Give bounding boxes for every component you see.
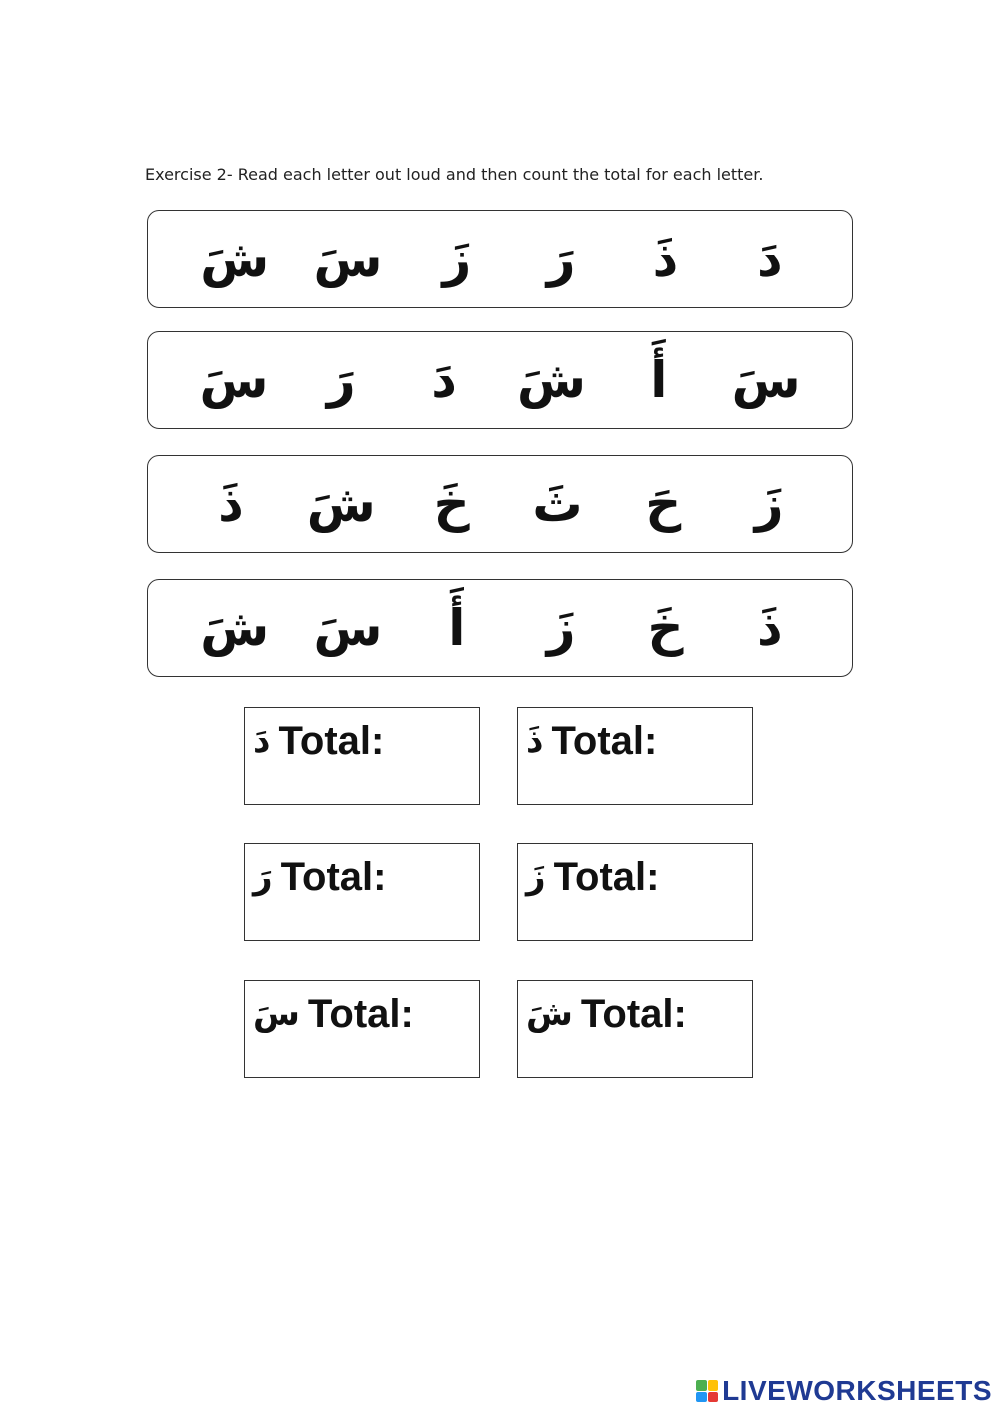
total-box-sin[interactable] [244, 980, 480, 1078]
brand-text: LIVEWORKSHEETS [722, 1375, 992, 1406]
letter: شَ [306, 475, 376, 533]
total-label: Total: [280, 855, 387, 899]
total-label: Total: [553, 855, 660, 899]
letter: ثَ [532, 475, 583, 533]
letter: أَ [448, 599, 466, 657]
total-letter: سَ [253, 994, 300, 1034]
total-letter: ذَ [526, 721, 544, 761]
letter: خَ [433, 475, 470, 533]
letter: سَ [731, 351, 801, 409]
total-label: Total: [580, 992, 687, 1036]
letter: زَ [754, 475, 784, 533]
letter: ذَ [218, 475, 244, 533]
letter: أَ [650, 351, 668, 409]
liveworksheets-brand [696, 1375, 992, 1407]
total-box-zay[interactable] [517, 843, 753, 941]
instruction-text: Exercise 2- Read each letter out loud and then count the total for each letter. [145, 165, 764, 184]
total-box-shin[interactable] [517, 980, 753, 1078]
letter: رَ [326, 351, 356, 409]
total-letter: شَ [526, 994, 573, 1034]
total-letter: رَ [253, 857, 273, 897]
letter: سَ [199, 351, 269, 409]
letter: زَ [442, 230, 472, 288]
letter: دَ [431, 351, 457, 409]
total-label: Total: [551, 719, 658, 763]
letter: رَ [546, 230, 576, 288]
letter-row-3 [147, 455, 853, 553]
letter: سَ [313, 230, 383, 288]
letter-row-1 [147, 210, 853, 308]
total-box-dhal[interactable] [517, 707, 753, 805]
letter: حَ [645, 475, 682, 533]
letter: سَ [313, 599, 383, 657]
total-letter: دَ [253, 721, 271, 761]
total-box-ra[interactable] [244, 843, 480, 941]
letter: شَ [200, 599, 270, 657]
liveworksheets-logo-icon [696, 1380, 718, 1402]
letter: خَ [647, 599, 684, 657]
letter: شَ [516, 351, 586, 409]
total-box-dal[interactable] [244, 707, 480, 805]
letter: ذَ [652, 230, 679, 288]
total-label: Total: [307, 992, 414, 1036]
letter-row-2 [147, 331, 853, 429]
letter: دَ [757, 230, 783, 288]
total-letter: زَ [526, 857, 546, 897]
letter: ذَ [757, 599, 783, 657]
letter-row-4 [147, 579, 853, 677]
letter: شَ [200, 230, 270, 288]
total-label: Total: [278, 719, 385, 763]
letter: زَ [546, 599, 576, 657]
